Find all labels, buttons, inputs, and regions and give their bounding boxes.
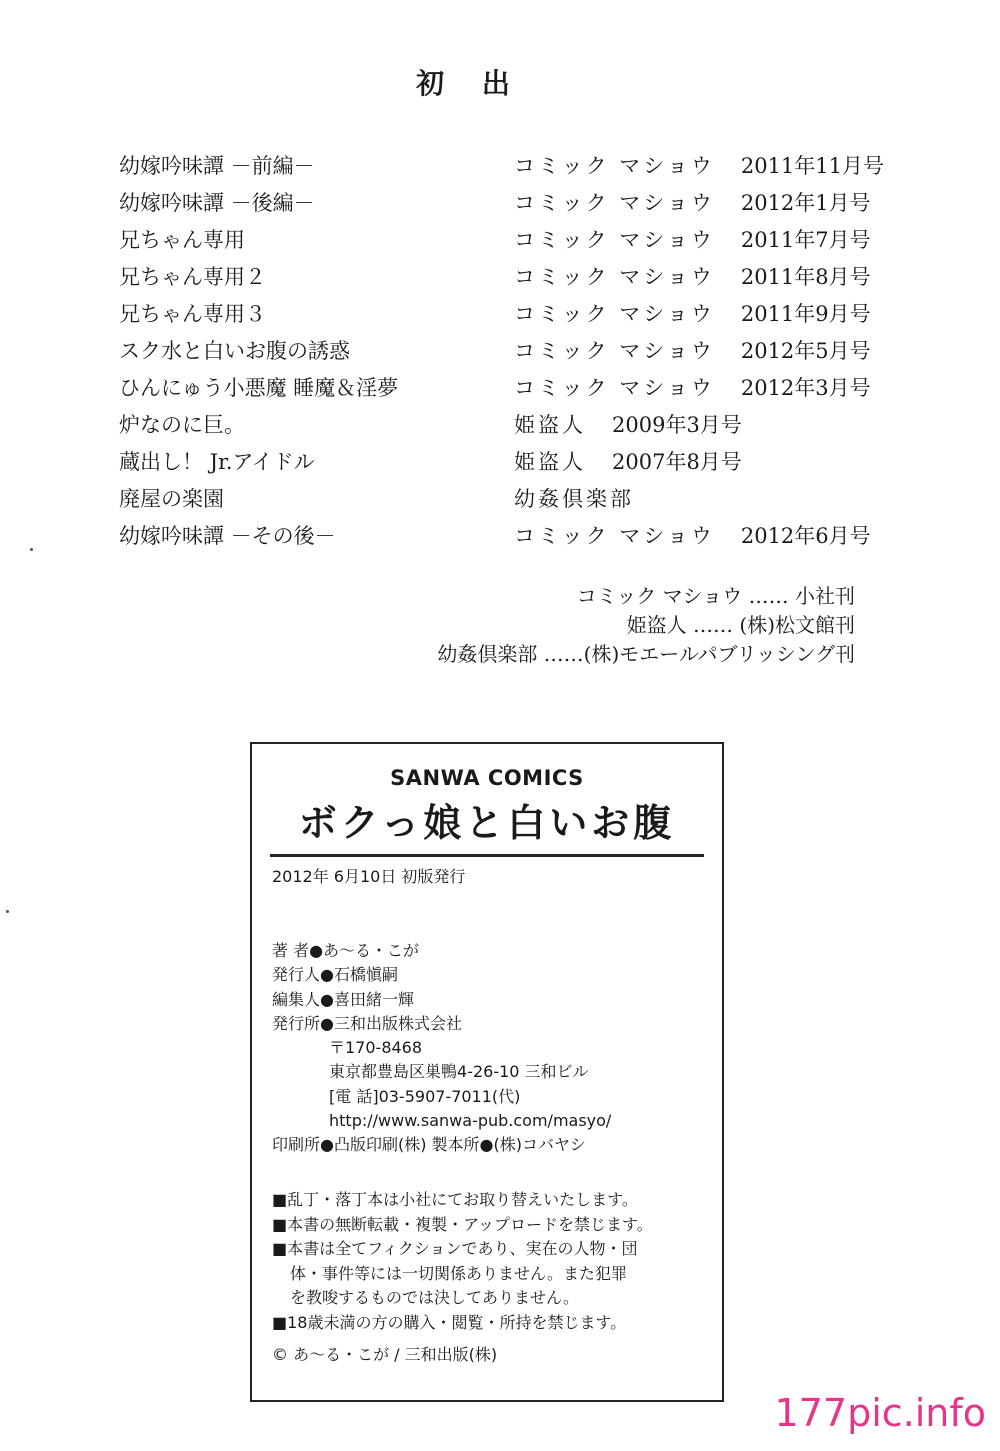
magazine-name: 幼姦倶楽部 xyxy=(514,487,634,511)
magazine-name: 姫盗人 xyxy=(514,413,586,437)
notice-line: ■乱丁・落丁本は小社にてお取り替えいたします。 xyxy=(272,1190,638,1209)
postal-code: 〒170-8468 xyxy=(329,1038,423,1058)
book-title: ボクっ娘と白いお腹 xyxy=(270,798,704,857)
staff-credits xyxy=(272,939,611,1158)
issue-date: 2012年1月号 xyxy=(740,191,871,215)
magazine-name: 姫盗人 xyxy=(514,450,586,474)
publication-source xyxy=(514,520,871,552)
work-title: スク水と白いお腹の誘惑 xyxy=(119,339,350,363)
issue-date: 2011年8月号 xyxy=(740,265,871,289)
publication-source xyxy=(514,409,742,441)
issue-date: 2012年6月号 xyxy=(740,524,871,548)
publication-row xyxy=(119,372,879,409)
publication-row xyxy=(119,483,879,520)
work-title: 兄ちゃん専用 xyxy=(119,228,245,252)
publication-source xyxy=(514,446,742,478)
publication-row xyxy=(119,446,879,483)
publication-row xyxy=(119,520,879,557)
issue-date: 2011年11月号 xyxy=(740,154,885,178)
publisher-note: 姫盗人 …… (株)松文館刊 xyxy=(626,613,855,637)
credit-line: 印刷所●凸版印刷(株) 製本所●(株)コバヤシ xyxy=(272,1135,586,1155)
scan-speck xyxy=(30,548,33,551)
magazine-name: コミック マショウ xyxy=(514,524,715,548)
colophon-box xyxy=(250,742,724,1402)
publisher-note: 幼姦倶楽部 ……(株)モエールパブリッシング刊 xyxy=(437,642,855,666)
issue-date: 2011年9月号 xyxy=(740,302,871,326)
issue-date: 2007年8月号 xyxy=(612,450,742,474)
notice-line: ■本書の無断転載・複製・アップロードを禁じます。 xyxy=(272,1214,653,1234)
first-publication-list xyxy=(119,150,885,557)
publication-row xyxy=(119,335,879,372)
work-title: 幼嫁吟味譚 －後編－ xyxy=(119,191,315,215)
issue-date: 2009年3月号 xyxy=(612,413,742,437)
phone-number: [電 話]03-5907-7011(代) xyxy=(329,1086,521,1106)
publication-row xyxy=(119,224,879,261)
notice-line: 体・事件等には一切関係ありません。また犯罪 xyxy=(290,1263,627,1283)
publication-source xyxy=(514,483,660,515)
copyright-line: © あ～る・こが / 三和出版(株) xyxy=(272,1345,498,1364)
work-title: 蔵出し！ Jr.アイドル xyxy=(119,450,315,474)
magazine-name: コミック マショウ xyxy=(514,376,715,400)
magazine-name: コミック マショウ xyxy=(514,265,715,289)
publication-source xyxy=(514,150,884,182)
issue-date: 2011年7月号 xyxy=(740,228,871,252)
notice-line: を教唆するものでは決してありません。 xyxy=(290,1288,579,1307)
work-title: 兄ちゃん専用２ xyxy=(119,265,266,289)
publication-row xyxy=(119,261,879,298)
magazine-name: コミック マショウ xyxy=(514,339,715,363)
magazine-name: コミック マショウ xyxy=(514,191,715,215)
watermark: 177pic.info xyxy=(774,1391,986,1435)
credit-line: 編集人●喜田緒一輝 xyxy=(272,989,414,1009)
publisher-note: コミック マショウ …… 小社刊 xyxy=(576,584,855,608)
series-name: SANWA COMICS xyxy=(390,766,584,790)
issue-date: 2012年3月号 xyxy=(740,376,871,400)
magazine-name: コミック マショウ xyxy=(514,228,715,252)
work-title: 幼嫁吟味譚 －前編－ xyxy=(119,154,315,178)
magazine-name: コミック マショウ xyxy=(514,154,715,178)
credit-line: 発行人●石橋愼嗣 xyxy=(272,965,398,985)
publication-source xyxy=(514,261,871,293)
credit-line: 著 者●あ～る・こが xyxy=(272,941,420,960)
publication-row xyxy=(119,409,879,446)
edition-date: 2012年 6月10日 初版発行 xyxy=(272,867,466,886)
publication-source xyxy=(514,335,871,367)
work-title: 廃屋の楽園 xyxy=(119,487,224,511)
work-title: 兄ちゃん専用３ xyxy=(119,302,266,326)
publication-row xyxy=(119,150,885,187)
work-title: 炉なのに巨。 xyxy=(119,413,245,437)
publication-source xyxy=(514,298,871,330)
publication-row xyxy=(119,298,879,335)
publisher-notes xyxy=(437,582,855,669)
publication-source xyxy=(514,224,871,256)
publication-row xyxy=(119,187,879,224)
magazine-name: コミック マショウ xyxy=(514,302,715,326)
address: 東京都豊島区巣鴨4-26-10 三和ビル xyxy=(329,1062,589,1082)
credit-line: 発行所●三和出版株式会社 xyxy=(272,1013,462,1033)
issue-date: 2012年5月号 xyxy=(740,339,871,363)
work-title: 幼嫁吟味譚 －その後－ xyxy=(119,524,336,548)
work-title: ひんにゅう小悪魔 睡魔＆淫夢 xyxy=(119,376,399,400)
notices xyxy=(272,1188,653,1335)
page-heading: 初 出 xyxy=(416,67,524,100)
publication-source xyxy=(514,372,871,404)
publication-source xyxy=(514,187,871,219)
notice-line: ■18歳未満の方の購入・閲覧・所持を禁じます。 xyxy=(272,1312,627,1332)
website-url: http://www.sanwa-pub.com/masyo/ xyxy=(329,1111,612,1131)
notice-line: ■本書は全てフィクションであり、実在の人物・団 xyxy=(272,1239,638,1258)
scan-speck xyxy=(6,910,9,913)
